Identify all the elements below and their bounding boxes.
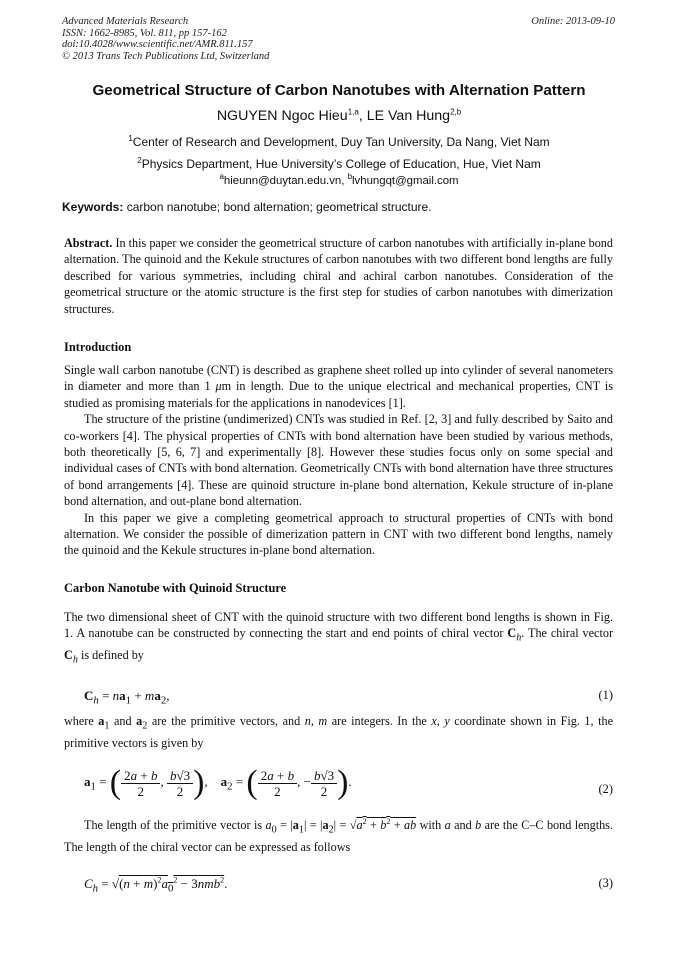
journal-header: [62, 16, 269, 62]
quinoid-paragraph-1: The two dimensional sheet of CNT with the quinoid structure with two different bond lengths is shown in Fig. 1. A nanotube can be constructed by connecting the start and end points of chiral vector $C_h$. The chiral vector $C_h$ is defined by: [64, 610, 613, 666]
abstract-text: In this paper we consider the geometrical structure of carbon nanotubes with artificially in-plane bond alternation. The quinoid and the Kekule structures of carbon nanotubes with two different bond lengths are fully described for various symmetries, including chiral and achiral carbon nanotubes. Consideration of the geometrical structure or the atomic structure is the first step for studies of carbon nanotubes with dimerization structures.: [64, 236, 613, 316]
quinoid-paragraph-2: where $a_1$ and $a_2$ are the primitive vectors, and n, m are integers. In the x, y coordinate shown in Fig. 1, the primitive vectors is given by: [64, 714, 613, 750]
introduction-body: [64, 362, 613, 559]
equation-1-body: $C_h = na_1 + ma_2$,: [84, 688, 170, 707]
email-line: [0, 172, 678, 187]
journal-doi: doi:10.4028/www.scientific.net/AMR.811.157: [62, 39, 253, 51]
abstract-label: Abstract.: [64, 236, 113, 250]
equation-1-number: (1): [598, 688, 613, 702]
paper-title: Geometrical Structure of Carbon Nanotubes with Alternation Pattern: [92, 82, 586, 99]
heading-introduction: Introduction: [64, 340, 132, 354]
keywords: [62, 200, 432, 214]
journal-name: Advanced Materials Research: [62, 16, 189, 27]
author-2: LE Van Hung: [366, 108, 451, 124]
author-line: [0, 108, 678, 124]
equation-1: [84, 688, 613, 707]
intro-paragraph-1: Single wall carbon nanotube (CNT) is described as graphene sheet rolled up into cylinder of several nanometers in diameter and more than 1 μm in length. Due to the unique electrical and mechanical properties, CNT is studied as promising materials for the applications in nanodevices [1].: [64, 363, 614, 410]
online-date: Online: 2013-09-10: [531, 16, 615, 27]
equation-3-body: $C_h = √(n + m)^2a_0^2 - 3nmb^2$.: [84, 875, 228, 895]
aff1-sup: 1: [128, 134, 133, 143]
quinoid-paragraph-3: The length of the primitive vector is $a_0 = |a_1| = |a_2| = √a^2 + b^2$ + ab with a and b are the C–C bond lengths. The length of the chiral vector can be expressed as follows: [64, 816, 613, 854]
heading-quinoid: Carbon Nanotube with Quinoid Structure: [64, 581, 287, 595]
equation-3: [84, 876, 613, 895]
aff2-sup: 2: [137, 156, 142, 165]
affiliation-2: [0, 157, 678, 171]
intro-paragraph-3: In this paper we give a completing geometrical approach to structural properties of CNTs with bond alternation. We consider the possible of dimerization pattern in CNT with two different bond lengths, namely the quinoid and the Kekule structures in-plane bond alternation.: [64, 510, 613, 558]
journal-issn: ISSN: 1662-8985, Vol. 811, pp 157-162: [62, 27, 227, 39]
affiliation-1: [0, 135, 678, 149]
journal-copyright: © 2013 Trans Tech Publications Ltd, Switzerland: [62, 50, 270, 62]
author-1-sup: 1,a: [347, 107, 359, 117]
author-1: NGUYEN Ngoc Hieu: [216, 108, 348, 124]
abstract: [64, 235, 613, 317]
email-b-sup: b: [347, 172, 353, 182]
equation-2: [84, 764, 613, 814]
email-b: lvhungqt@gmail.com: [352, 175, 459, 187]
equation-2-body: $a_1$ = ( $\frac{2a + b}{2}$ , $\frac{b√3}{2}$ ), $a_2$ = ( $\frac{2a + b}{2}$ , − $\frac{b√3}{2}$ ).: [84, 764, 352, 801]
author-2-sup: 2,b: [450, 107, 462, 117]
keywords-label: Keywords:: [62, 200, 124, 214]
aff2-text: Physics Department, Hue University’s College of Education, Hue, Viet Nam: [141, 157, 541, 171]
equation-3-number: (3): [598, 876, 613, 890]
email-a: hieunn@duytan.edu.vn,: [223, 175, 348, 187]
keywords-text: carbon nanotube; bond alternation; geometrical structure.: [123, 200, 432, 214]
author-sep: ,: [358, 108, 367, 124]
equation-2-number: (2): [598, 782, 613, 796]
intro-paragraph-2: The structure of the pristine (undimerized) CNTs was studied in Ref. [2, 3] and fully described by Saito and co-workers [4]. The physical properties of CNTs with bond alternation have been studied by various methods, both theoretically [5, 6, 7] and experimentally [8]. However these studies focus only on some special and individual cases of CNTs with bond alternation. Geometrically CNTs with bond alternation have three structures of bond arrangements [4]. These are quinoid structure in-plane bond alternation, Kekule structure of in-plane bond alternation, and out-plane bond alternation.: [64, 412, 613, 509]
aff1-text: Center of Research and Development, Duy Tan University, Da Nang, Viet Nam: [132, 135, 550, 149]
email-a-sup: a: [219, 172, 224, 182]
